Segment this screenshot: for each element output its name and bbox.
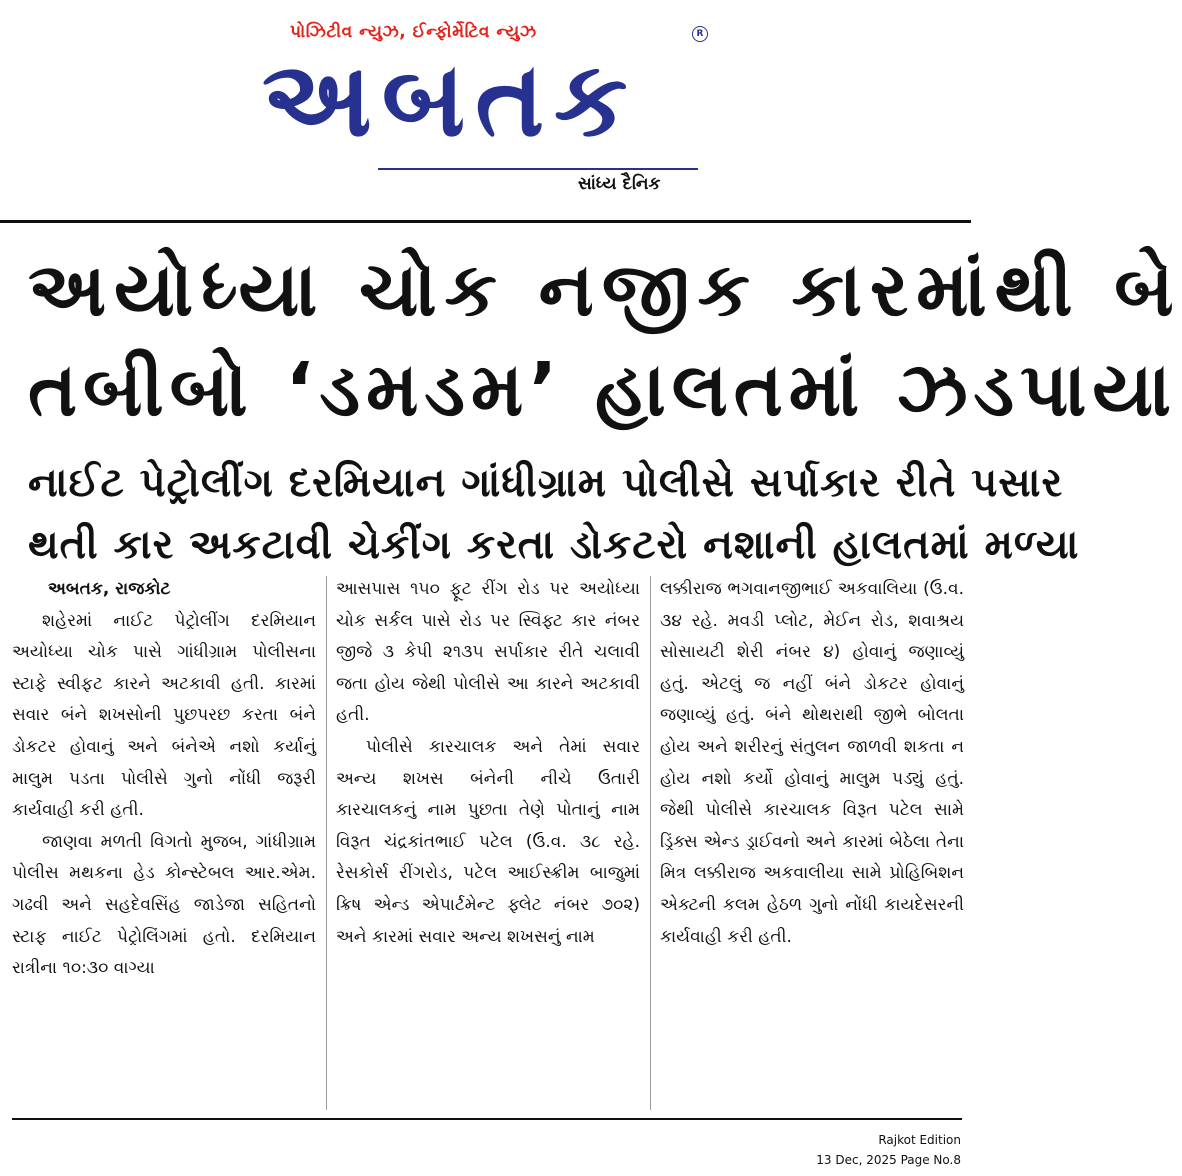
article-paragraph: શહેરમાં નાઈટ પેટ્રોલીંગ દરમિયાન અયોધ્યા ચોક પાસે ગાંધીગ્રામ પોલીસના સ્ટાફે સ્વીફટ કારને અટકાવી હતી. કારમાં સવાર બંને શખસોની પુછપરછ કરતા બંને ડોકટર હોવાનું અને બંનેએ નશો કર્યાનું માલુમ પડતા પોલીસે ગુનો નોંધી જરૂરી કાર્યવાહી કરી હતી. bbox=[12, 610, 316, 821]
masthead-tagline: પોઝિટીવ ન્યુઝ, ઈન્ફોર્મેટિવ ન્યુઝ bbox=[290, 22, 537, 42]
column-divider bbox=[326, 576, 327, 1110]
edition-info bbox=[816, 1130, 961, 1170]
column-divider bbox=[650, 576, 651, 1110]
masthead-divider bbox=[378, 168, 698, 170]
footer-rule bbox=[12, 1118, 962, 1120]
masthead bbox=[0, 0, 971, 210]
edition-name: Rajkot Edition bbox=[878, 1133, 961, 1147]
headline-line-1: અયોધ્યા ચોક નજીક કારમાંથી બે bbox=[28, 247, 1182, 333]
article-byline: અબતક, રાજકોટ bbox=[48, 579, 171, 599]
subheadline-line-1: નાઈટ પેટ્રોલીંગ દરમિયાન ગાંધીગ્રામ પોલીસે સર્પાકાર રીતે પસાર bbox=[28, 460, 1064, 506]
newspaper-logo: અબતક bbox=[262, 38, 638, 160]
article-column-3 bbox=[660, 574, 964, 1114]
article-paragraph: પોલીસે કારચાલક અને તેમાં સવાર અન્ય શખસ બંનેની નીચે ઉતારી કારચાલકનું નામ પુછતા તેણે પોતાનું નામ વિરૂત ચંદ્રકાંતભાઈ પટેલ (ઉ.વ. ૩૮ રહે. રેસકોર્સ રીંગરોડ, પટેલ આઈસ્ક્રીમ બાજુમાં ક્રિષ એન્ડ એપાર્ટમેન્ટ ફ્લેટ નંબર ૭૦૨) અને કારમાં સવાર અન્ય શખસનું નામ bbox=[336, 736, 640, 947]
masthead-subtitle: સાંધ્ય દૈનિક bbox=[578, 174, 661, 194]
headline-line-2: તબીબો ‘ડમડમ’ હાલતમાં ઝડપાયા bbox=[28, 347, 1178, 433]
article-paragraph: આસપાસ ૧૫૦ ફૂટ રીંગ રોડ પર અયોધ્યા ચોક સર્કલ પાસે રોડ પર સ્વિફ્ટ કાર નંબર જીજે ૩ કેપી ૨૧૩૫ સર્પાકાર રીતે ચલાવી જતા હોય જેથી પોલીસે આ કારને અટકાવી હતી. bbox=[336, 579, 640, 726]
subheadline-line-2: થતી કાર અકટાવી ચેકીંગ કરતા ડોકટરો નશાની હાલતમાં મળ્યા bbox=[28, 522, 1080, 568]
article-column-2 bbox=[336, 574, 640, 1114]
header-rule bbox=[0, 220, 971, 223]
article-paragraph: લક્કીરાજ ભગવાનજીભાઈ અકવાલિયા (ઉ.વ. ૩૪ રહે. મવડી પ્લોટ, મેઈન રોડ, શવાશ્રય સોસાયટી શેરી નંબર ૪) હોવાનું જણાવ્યું હતું. એટલું જ નહીં બંને ડોકટર હોવાનું જણાવ્યું હતું. બંને થોથરાથી જીભે બોલતા હોય અને શરીરનું સંતુલન જાળવી શકતા ન હોય નશો કર્યો હોવાનું માલુમ પડ્યું હતું. જેથી પોલીસે કારચાલક વિરૂત પટેલ સામે ડ્રિંક્સ એન્ડ ડ્રાઈવનો અને કારમાં બેઠેલા તેના મિત્ર લક્કીરાજ અકવાલીયા સામે પ્રોહિબિશન એક્ટની કલમ હેઠળ ગુનો નોંધી કાયદેસરની કાર્યવાહી કરી હતી. bbox=[660, 579, 964, 947]
article-column-1 bbox=[12, 574, 316, 1114]
edition-date-page: 13 Dec, 2025 Page No.8 bbox=[816, 1153, 961, 1167]
registered-mark-icon: R bbox=[692, 26, 708, 42]
article-paragraph: જાણવા મળતી વિગતો મુજબ, ગાંધીગ્રામ પોલીસ મથકના હેડ કોન્સ્ટેબલ આર.એમ. ગઢવી અને સહદેવસિંહ જાડેજા સહિતનો સ્ટાફ નાઈટ પેટ્રોલિંગમાં હતો. દરમિયાન રાત્રીના ૧૦:૩૦ વાગ્યા bbox=[12, 831, 316, 979]
